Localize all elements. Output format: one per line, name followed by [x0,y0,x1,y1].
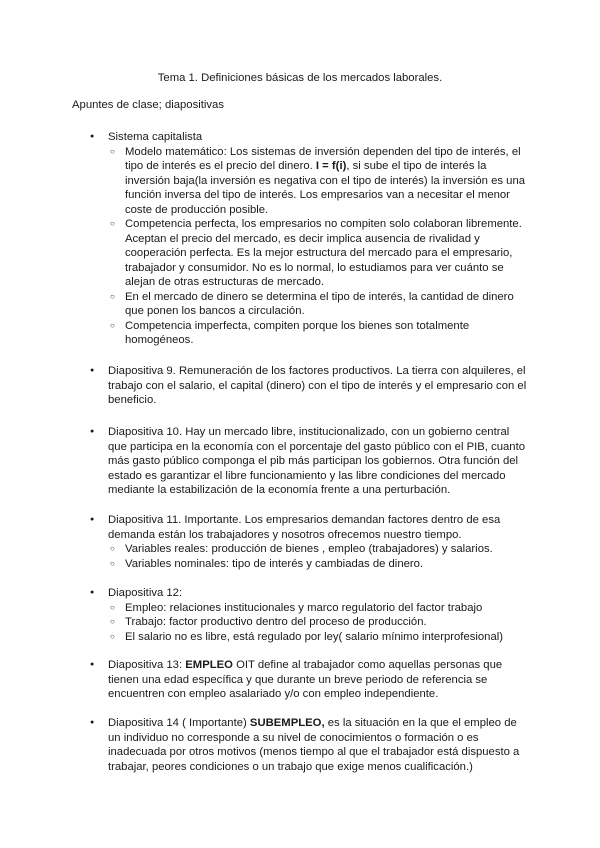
section-diapositiva-9 [90,364,530,408]
bullet-item [90,513,530,542]
sub-item-variables-nominales [90,557,530,572]
bullet-text: Diapositiva 10. Hay un mercado libre, institucionalizado, con un gobierno central que participa en la economía con el porcentaje del gasto público con el PIB, cuanto más gasto público componga el pib más participan los gobiernos. Otra función del estado es garantizar el libre funcionamiento y las libre condiciones del mercado mediante la estabilización de la economía frente a una perturbación. [108,426,526,496]
sub-item-salario [90,630,530,645]
sub-item-text: En el mercado de dinero se determina el tipo de interés, la cantidad de dinero que ponen los bancos a circulación. [125,290,514,317]
term-empleo: EMPLEO [185,659,233,671]
section-diapositiva-12 [90,586,530,644]
section-diapositiva-11 [90,513,530,571]
section-diapositiva-10 [90,425,530,498]
bullet-text: Diapositiva 14 ( Importante) [108,717,250,729]
sub-item-modelo-matematico [90,145,530,218]
document-subtitle: Apuntes de clase; diapositivas [72,99,224,111]
bullet-item [90,130,530,145]
sub-item-text: El salario no es libre, está regulado por ley( salario mínimo interprofesional) [125,630,503,643]
sub-item-variables-reales [90,542,530,557]
sub-item-text: Competencia imperfecta, compiten porque los bienes son totalmente homogéneos. [125,319,470,346]
formula-text: I = f(i) [315,160,347,172]
section-sistema-capitalista [90,130,530,348]
term-subempleo: SUBEMPLEO, [249,717,325,729]
bullet-item [90,586,530,601]
bullet-item [90,716,530,774]
section-diapositiva-13 [90,658,530,702]
sub-list [90,542,530,571]
bullet-item [90,364,530,408]
bullet-text: Diapositiva 12: [108,587,183,599]
document-title: Tema 1. Definiciones básicas de los mercados laborales. [157,72,443,84]
sub-item-mercado-dinero [90,290,530,319]
bullet-text: Diapositiva 11. Importante. Los empresarios demandan factores dentro de esa demanda están los trabajadores y nosotros ofrecemos nuestro tiempo. [108,514,501,541]
sub-item-text: Trabajo: factor productivo dentro del proceso de producción. [125,616,427,628]
sub-item-text: , si sube el tipo de interés la inversión baja(la inversión es negativa con el tipo de interés) la inversión es una función inversa del tipo de interés. Los empresarios van a necesitar el menor coste de producción posible. [125,160,526,216]
bullet-text: Diapositiva 13: [108,659,186,671]
sub-item-trabajo [90,615,530,630]
sub-list [90,601,530,645]
bullet-item [90,658,530,702]
sub-list [90,145,530,348]
section-diapositiva-14 [90,716,530,774]
bullet-text: OIT define al trabajador como aquellas personas que tienen una edad específica y que durante un breve periodo de referencia se encuentren con empleo asalariado y/o con empleo independiente. [108,659,503,700]
sub-item-competencia-perfecta [90,217,530,290]
sub-item-empleo [90,601,530,616]
sub-item-competencia-imperfecta [90,319,530,348]
bullet-text: Diapositiva 9. Remuneración de los factores productivos. La tierra con alquileres, el trabajo con el salario, el capital (dinero) con el tipo de interés y el empresario con el beneficio. [108,365,527,406]
bullet-text: es la situación en la que el empleo de un individuo no corresponde a su nivel de conocimientos o formación o es inadecuada por otros motivos (menos tiempo al que el trabajador está dispuesto a trabajar, peores condiciones o un trabajo que exige menos cualificación.) [108,717,520,773]
bullet-text: Sistema capitalista [108,131,203,143]
sub-item-text: Competencia perfecta, los empresarios no compiten solo colaboran libremente. Aceptan el precio del mercado, es decir implica ausencia de rivalidad y cooperación perfecta. Es la mejor estructura del mercado para el empresario, trabajador y consumidor. No es lo normal, lo estudiamos para ver cuánto se alejan de otras estructuras de mercado. [125,218,522,288]
sub-item-text: Modelo matemático: Los sistemas de inversión dependen del tipo de interés, el tipo de interés es el precio del dinero. [125,145,521,172]
sub-item-text: Empleo: relaciones institucionales y marco regulatorio del factor trabajo [125,601,483,614]
sub-item-text: Variables reales: producción de bienes , empleo (trabajadores) y salarios. [125,543,493,555]
sub-item-text: Variables nominales: tipo de interés y cambiadas de dinero. [125,557,424,570]
bullet-item [90,425,530,498]
